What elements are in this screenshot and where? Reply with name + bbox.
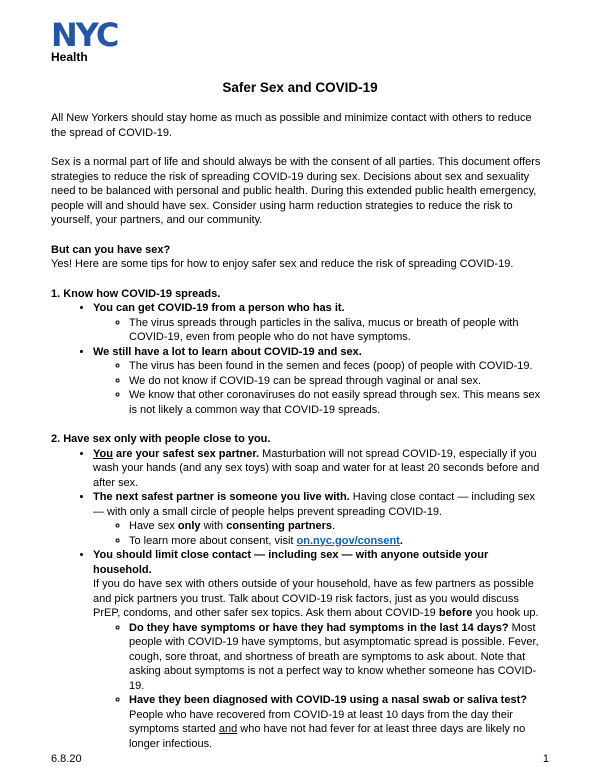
text-run: Yes! Here are some tips for how to enjoy safer sex and reduce the risk of spreading COVID-19. xyxy=(51,258,514,270)
text-run: before xyxy=(438,607,473,619)
sub-list-item xyxy=(129,534,549,549)
consent-link[interactable]: on.nyc.gov/consent xyxy=(296,534,400,547)
text-run: To learn more about consent, visit xyxy=(129,534,297,547)
text-run: Having close contact — including sex — with only a small circle of people helps prevent spreading COVID-19. xyxy=(93,491,536,518)
footer xyxy=(51,752,549,767)
paragraph xyxy=(51,257,549,272)
text-run: If you do have sex with others outside of your household, have as few partners as possible and pick partners you trust. Talk about COVID-19 risk factors, just as you would discuss PrEP, condoms, and other safer sex topics. Ask them about COVID-19 xyxy=(93,578,534,619)
text-run: . xyxy=(399,534,403,547)
bullet-list xyxy=(51,447,549,752)
paragraph xyxy=(51,111,549,140)
sub-list-item xyxy=(129,316,549,345)
page-number: 1 xyxy=(542,752,549,765)
text-run: The virus spreads through particles in the saliva, mucus or breath of people with COVID-19, even from people who do not have symptoms. xyxy=(129,316,519,343)
text-run: You should limit close contact — including sex — with anyone outside your household. xyxy=(93,549,489,576)
sub-list-item xyxy=(129,359,549,374)
text-run: with xyxy=(200,520,227,532)
bullet-list xyxy=(51,301,549,417)
text-run: But can you have sex? xyxy=(51,243,171,256)
sub-bullet-list xyxy=(93,519,549,548)
text-run: Do they have symptoms or have they had symptoms in the last 14 days? xyxy=(129,621,509,634)
footer-date: 6.8.20 xyxy=(51,752,82,765)
text-run: You can get COVID-19 from a person who has it. xyxy=(93,302,345,314)
text-run: Sex is a normal part of life and should always be with the consent of all parties. This document offers strategies to reduce the risk of spreading COVID-19 during sex. Decisions about sex and sexuality need to be balanced with personal and public health. During this extended public health emergency, people will and should have sex. Consider using harm reduction strategies to reduce the risk to yourself, your partners, and our community. xyxy=(51,156,541,226)
text-run: Have sex xyxy=(129,520,178,532)
list-item xyxy=(93,301,549,345)
text-run: . xyxy=(331,520,336,532)
list-item xyxy=(93,447,549,491)
paragraph xyxy=(51,155,549,228)
text-run: Masturbation will not spread COVID-19, especially if you wash your hands (and any sex toys) with soap and water for at least 20 seconds before and after sex. xyxy=(93,447,540,489)
sub-list-item xyxy=(129,693,549,751)
text-run: 1. Know how COVID-19 spreads. xyxy=(51,287,221,300)
text-run: We know that other coronaviruses do not easily spread through sex. This means sex is not likely a common way that COVID-19 spreads. xyxy=(129,389,541,416)
sub-bullet-list xyxy=(93,316,549,345)
sub-list-item xyxy=(129,388,549,417)
text-run: consenting partners xyxy=(226,520,332,532)
text-run: who have not had fever for at least three days are likely no longer infectious. xyxy=(129,723,526,750)
text-run: only xyxy=(177,520,201,532)
text-run: You xyxy=(93,447,113,460)
nyc-logo-text: NYC xyxy=(51,16,118,54)
sub-bullet-list xyxy=(93,359,549,417)
section-heading xyxy=(51,432,549,447)
section-heading xyxy=(51,243,549,258)
text-run: you hook up. xyxy=(472,607,539,619)
list-item xyxy=(93,548,549,751)
text-run: People who have recovered from COVID-19 at least 10 days from the day their symptoms started xyxy=(129,708,513,735)
text-run: We do not know if COVID-19 can be spread through vaginal or anal sex. xyxy=(129,374,481,387)
sub-list-item xyxy=(129,519,549,534)
text-run: Have they been diagnosed with COVID-19 using a nasal swab or saliva test? xyxy=(129,694,527,706)
text-run: Most people with COVID-19 have symptoms, but asymptomatic spread is possible. Fever, cough, sore throat, and shortness of breath are symptoms to ask about. Note that asking about symptoms is not a perfect way to know whether someone has COVID-19. xyxy=(129,621,539,692)
document-body xyxy=(51,111,549,751)
sub-list-item xyxy=(129,621,549,694)
nyc-health-logo xyxy=(51,16,549,64)
text-run: We still have a lot to learn about COVID-19 and sex. xyxy=(93,345,362,358)
text-run: The next safest partner is someone you live with. xyxy=(93,491,350,503)
text-run: and xyxy=(218,723,238,735)
text-run: 2. Have sex only with people close to you. xyxy=(51,433,271,445)
text-run: are your safest sex partner. xyxy=(112,447,260,460)
text-run: All New Yorkers should stay home as much as possible and minimize contact with others to reduce the spread of COVID-19. xyxy=(51,112,532,139)
logo-health-label: Health xyxy=(51,50,88,64)
section-heading xyxy=(51,287,549,302)
sub-list-item xyxy=(129,374,549,389)
document-title: Safer Sex and COVID-19 xyxy=(222,80,378,95)
sub-bullet-list xyxy=(93,621,549,752)
text-run: The virus has been found in the semen and feces (poop) of people with COVID-19. xyxy=(129,360,533,372)
list-item xyxy=(93,490,549,548)
list-item xyxy=(93,345,549,418)
